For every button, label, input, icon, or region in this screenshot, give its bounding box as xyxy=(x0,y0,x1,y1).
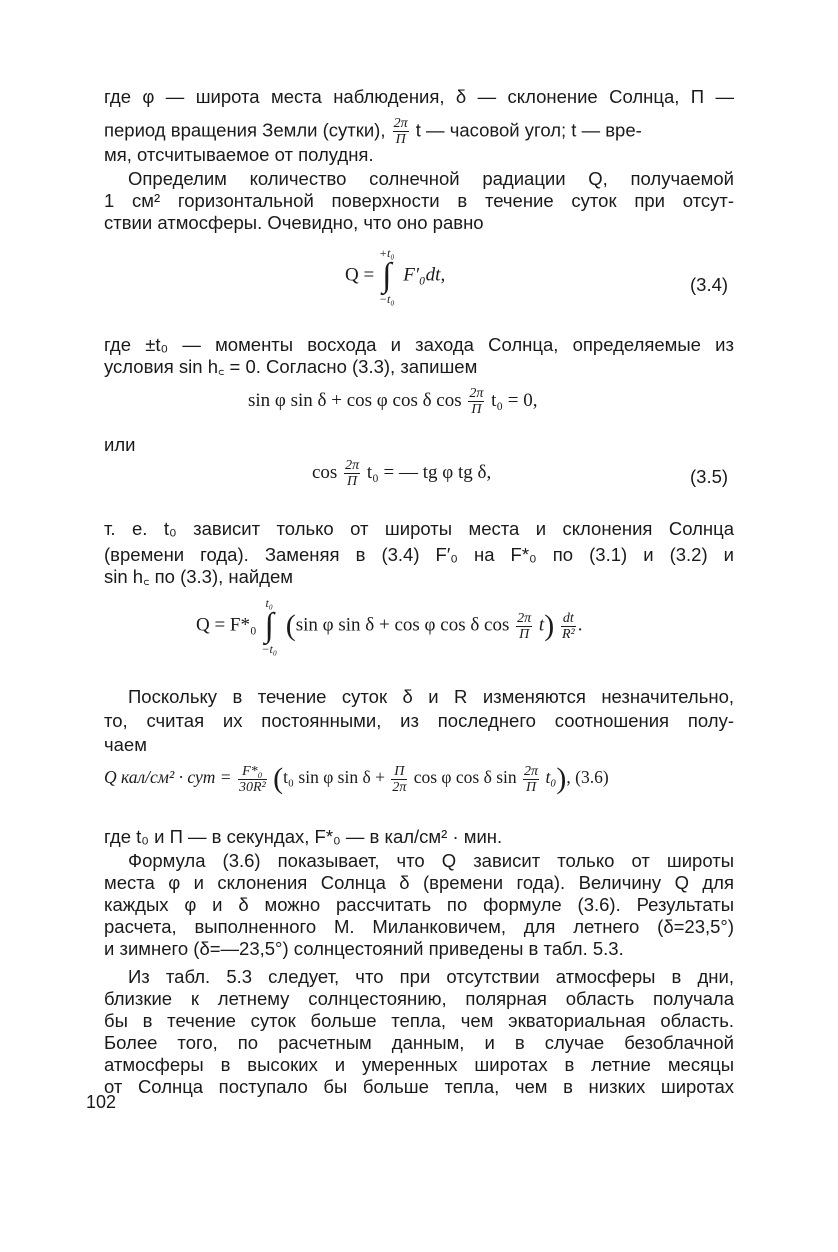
text-line: близкие к летнему солнцестоянию, полярная область получала xyxy=(104,988,734,1009)
text-line: Определим количество солнечной радиации Q, получаемой xyxy=(128,168,734,189)
text-line: то, считая их постоянными, из последнего соотношения полу- xyxy=(104,710,734,731)
text-line: (времени года). Заменяя в (3.4) F′₀ на F*₀ по (3.1) и (3.2) и xyxy=(104,544,734,565)
text-line: каждых φ и δ можно рассчитать по формуле (3.6). Результаты xyxy=(104,894,734,915)
equation-q-integral: Q = F*₀ t₀ ∫ −t₀ (sin φ sin δ + cos φ cos δ cos $\frac{2\pi}{П}$ t) $\frac{dt}{\text{R²}}$ . xyxy=(196,596,583,656)
text-line: Поскольку в течение суток δ и R изменяются незначительно, xyxy=(128,686,734,707)
equation-3-6: Q кал/см² · сут = $\frac{\text{F*₀}}{\text{30R²}}$ (t₀ sin φ sin δ + $\frac{П}{2\pi}$ cos φ cos δ sin $\frac{2\pi}{П}$ t₀), (3.6) xyxy=(104,762,609,795)
integral-sign: +t₀ ∫ −t₀ xyxy=(378,246,395,306)
text-line: ствии атмосферы. Очевидно, что оно равно xyxy=(104,212,484,233)
text-line: Из табл. 5.3 следует, что при отсутствии атмосферы в дни, xyxy=(128,966,734,987)
text-line: бы в течение суток больше тепла, чем экваториальная область. xyxy=(104,1010,734,1031)
text-line: условия sin h꜀ = 0. Согласно (3.3), запишем xyxy=(104,356,478,377)
text-line: где ±t₀ — моменты восхода и захода Солнца, определяемые из xyxy=(104,334,734,355)
fraction: $\frac{2\pi}{П}$ xyxy=(517,610,532,642)
text-line: период вращения Земли (сутки), $\frac{2\pi}{П}$ t — часовой угол; t — вре- xyxy=(104,116,642,147)
text-line: атмосферы в высоких и умеренных широтах в летние месяцы xyxy=(104,1054,734,1075)
page-number: 102 xyxy=(86,1092,117,1112)
fraction: $\frac{П}{2\pi}$ xyxy=(392,763,407,795)
text-line: 1 см² горизонтальной поверхности в течение суток при отсут- xyxy=(104,190,734,211)
text-line: или xyxy=(104,434,136,455)
text-line: и зимнего (δ=—23,5°) солнцестояний приведены в табл. 5.3. xyxy=(104,938,624,959)
equation-3-4: Q = +t₀ ∫ −t₀ F′₀dt, xyxy=(345,246,446,306)
text-line: от Солнца поступало бы больше тепла, чем в низких широтах xyxy=(104,1076,734,1097)
text-line: Формула (3.6) показывает, что Q зависит только от широты xyxy=(128,850,734,871)
fraction: $\frac{2\pi}{П}$ xyxy=(345,458,360,489)
text-line: места φ и склонения Солнца δ (времени года). Величину Q для xyxy=(104,872,734,893)
fraction: $\frac{2\pi}{П}$ xyxy=(524,763,539,795)
text-line: sin h꜀ по (3.3), найдем xyxy=(104,566,294,587)
text-line: мя, отсчитываемое от полудня. xyxy=(104,144,374,165)
fraction: $\frac{dt}{\text{R²}}$ xyxy=(561,610,575,642)
fraction: $\frac{2\pi}{П}$ xyxy=(393,116,408,147)
text-line: расчета, выполненного М. Миланковичем, для летнего (δ=23,5°) xyxy=(104,916,734,937)
fraction: $\frac{2\pi}{П}$ xyxy=(469,386,484,417)
equation-number: (3.5) xyxy=(690,466,729,487)
equation-number: (3.4) xyxy=(690,274,729,295)
text-line: т. е. t₀ зависит только от широты места и склонения Солнца xyxy=(104,518,734,539)
text-line: Более того, по расчетным данным, и в случае безоблачной xyxy=(104,1032,734,1053)
integral-sign: t₀ ∫ −t₀ xyxy=(261,596,277,656)
text-line: где φ — широта места наблюдения, δ — склонение Солнца, П — xyxy=(104,86,734,107)
text-line: где t₀ и П — в секундах, F*₀ — в кал/см² · мин. xyxy=(104,826,503,847)
text-line: чаем xyxy=(104,734,147,755)
fraction: $\frac{\text{F*₀}}{\text{30R²}}$ xyxy=(238,763,266,795)
equation-condition: sin φ sin δ + cos φ cos δ cos $\frac{2\pi}{П}$ t₀ = 0, xyxy=(248,386,538,417)
equation-3-5: cos $\frac{2\pi}{П}$ t₀ = — tg φ tg δ, xyxy=(312,458,492,489)
